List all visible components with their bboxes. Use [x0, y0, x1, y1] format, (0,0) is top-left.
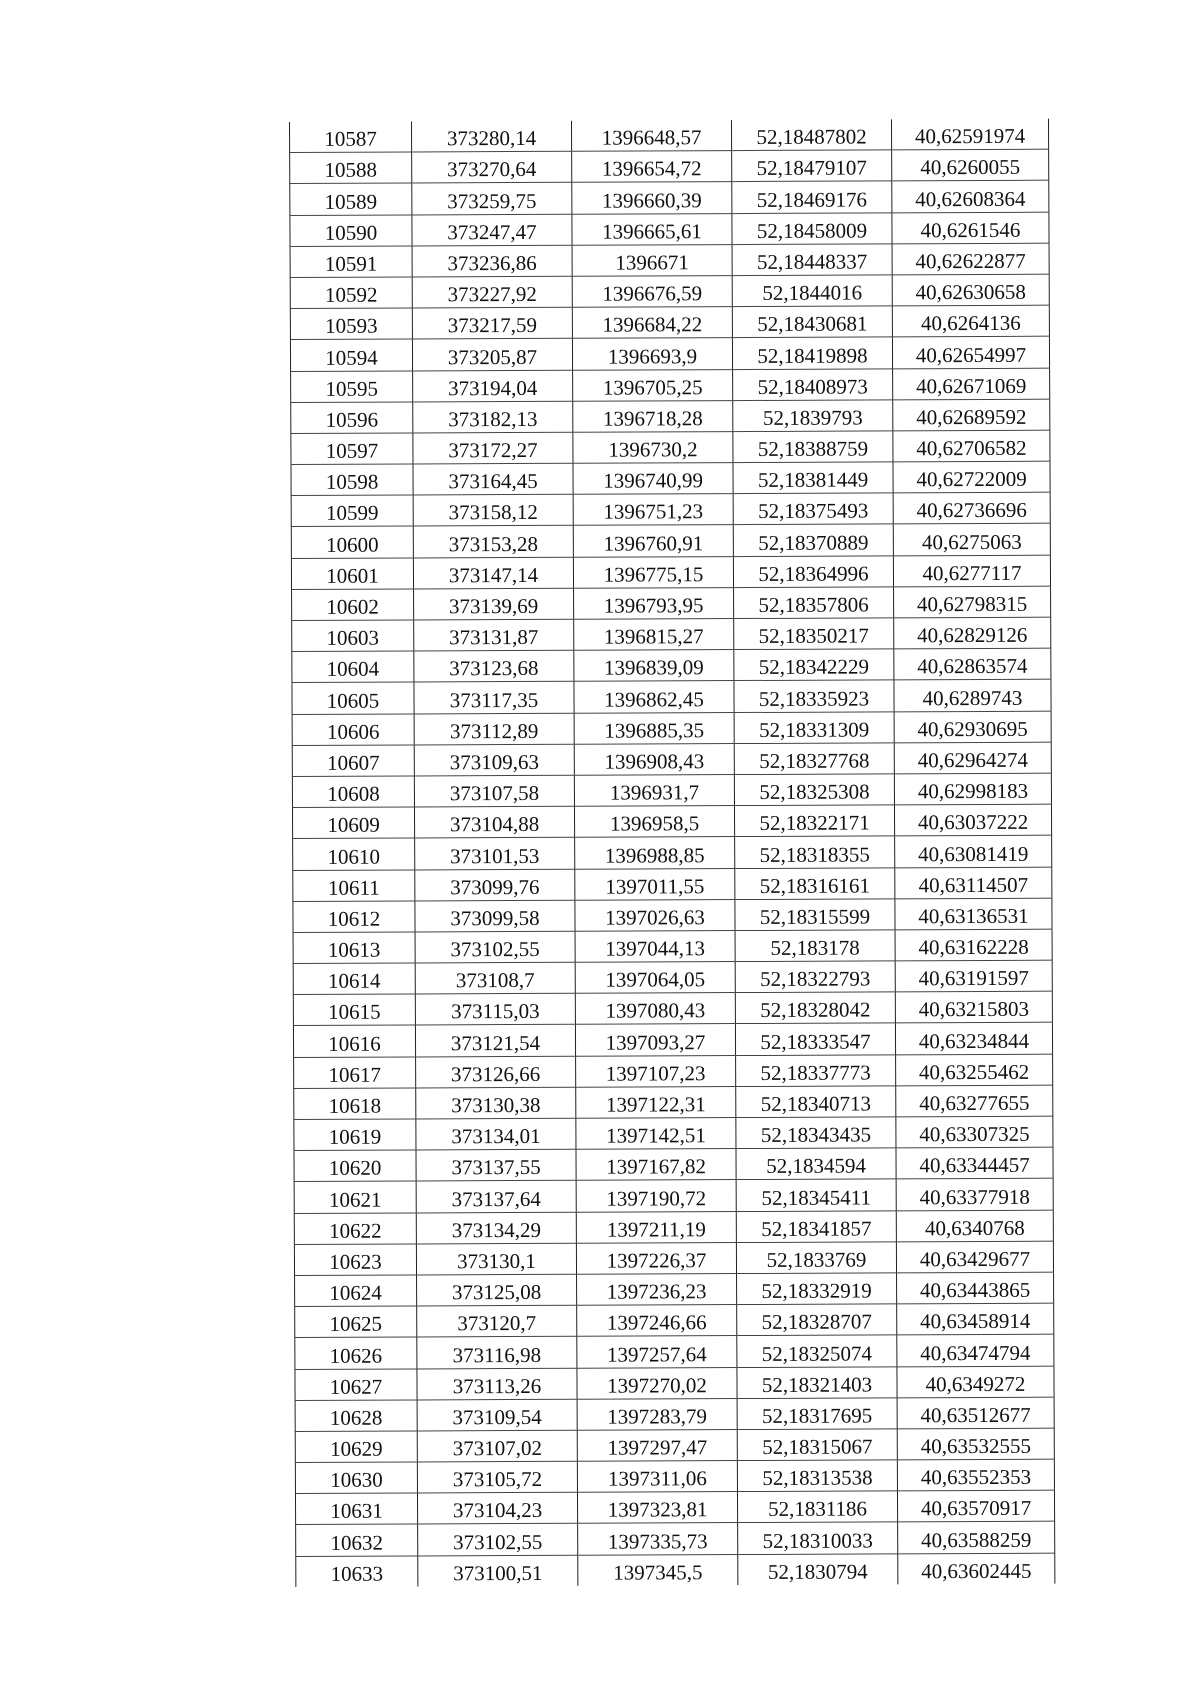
point-number-cell: 10617 [294, 1057, 416, 1089]
x-coordinate-cell: 373130,38 [416, 1087, 576, 1119]
table-row [290, 243, 1049, 277]
table-row [290, 305, 1049, 339]
point-number-cell: 10615 [293, 994, 415, 1026]
longitude-cell: 40,63136531 [895, 898, 1052, 930]
longitude-cell: 40,62630658 [892, 274, 1049, 306]
coordinates-table-body [290, 119, 1055, 1587]
table-row [295, 1397, 1054, 1431]
latitude-cell: 52,18325074 [737, 1335, 897, 1367]
y-coordinate-cell: 1396693,9 [572, 338, 732, 370]
table-row [293, 960, 1052, 994]
y-coordinate-cell: 1397211,19 [576, 1211, 736, 1243]
table-row [292, 586, 1051, 620]
longitude-cell: 40,6349272 [897, 1366, 1054, 1398]
latitude-cell: 52,18328707 [737, 1304, 897, 1336]
table-row [290, 181, 1049, 215]
x-coordinate-cell: 373137,55 [416, 1149, 576, 1181]
latitude-cell: 52,18315599 [735, 899, 895, 931]
x-coordinate-cell: 373104,23 [417, 1493, 577, 1525]
point-number-cell: 10597 [291, 433, 413, 465]
latitude-cell: 52,18332919 [737, 1273, 897, 1305]
table-row [292, 742, 1051, 776]
latitude-cell: 52,1844016 [732, 275, 892, 307]
x-coordinate-cell: 373139,69 [414, 588, 574, 620]
x-coordinate-cell: 373121,54 [415, 1025, 575, 1057]
point-number-cell: 10606 [292, 714, 414, 746]
point-number-cell: 10620 [294, 1150, 416, 1182]
latitude-cell: 52,18345411 [736, 1179, 896, 1211]
y-coordinate-cell: 1396931,7 [574, 775, 734, 807]
x-coordinate-cell: 373108,7 [415, 962, 575, 994]
point-number-cell: 10590 [290, 215, 412, 247]
x-coordinate-cell: 373270,64 [412, 151, 572, 183]
longitude-cell: 40,62930695 [894, 711, 1051, 743]
y-coordinate-cell: 1397270,02 [577, 1367, 737, 1399]
point-number-cell: 10612 [293, 901, 415, 933]
point-number-cell: 10594 [290, 339, 412, 371]
y-coordinate-cell: 1397335,73 [578, 1523, 738, 1555]
table-row [293, 929, 1052, 963]
y-coordinate-cell: 1396908,43 [574, 743, 734, 775]
latitude-cell: 52,18448337 [732, 244, 892, 276]
longitude-cell: 40,63162228 [895, 929, 1052, 961]
table-row [295, 1459, 1054, 1493]
y-coordinate-cell: 1396815,27 [574, 619, 734, 651]
longitude-cell: 40,63429677 [896, 1241, 1053, 1273]
table-row [294, 1116, 1053, 1150]
table-row [292, 804, 1051, 838]
latitude-cell: 52,18337773 [736, 1054, 896, 1086]
latitude-cell: 52,18327768 [734, 743, 894, 775]
y-coordinate-cell: 1396775,15 [573, 556, 733, 588]
latitude-cell: 52,1833769 [736, 1242, 896, 1274]
point-number-cell: 10631 [295, 1493, 417, 1525]
table-row [292, 773, 1051, 807]
longitude-cell: 40,63255462 [896, 1054, 1053, 1086]
x-coordinate-cell: 373126,66 [416, 1056, 576, 1088]
table-row [295, 1334, 1054, 1368]
x-coordinate-cell: 373109,63 [414, 744, 574, 776]
longitude-cell: 40,63344457 [896, 1147, 1053, 1179]
y-coordinate-cell: 1397122,31 [576, 1086, 736, 1118]
longitude-cell: 40,63307325 [896, 1116, 1053, 1148]
x-coordinate-cell: 373105,72 [417, 1461, 577, 1493]
y-coordinate-cell: 1396793,95 [574, 587, 734, 619]
x-coordinate-cell: 373125,08 [417, 1274, 577, 1306]
latitude-cell: 52,18430681 [732, 306, 892, 338]
latitude-cell: 52,18381449 [733, 462, 893, 494]
longitude-cell: 40,63570917 [897, 1490, 1054, 1522]
point-number-cell: 10601 [291, 558, 413, 590]
x-coordinate-cell: 373147,14 [413, 557, 573, 589]
latitude-cell: 52,18343435 [736, 1117, 896, 1149]
point-number-cell: 10587 [290, 121, 412, 152]
longitude-cell: 40,62608364 [892, 181, 1049, 213]
point-number-cell: 10611 [293, 869, 415, 901]
longitude-cell: 40,62591974 [891, 119, 1048, 150]
y-coordinate-cell: 1397246,66 [577, 1305, 737, 1337]
table-row [295, 1428, 1054, 1462]
longitude-cell: 40,62964274 [894, 742, 1051, 774]
latitude-cell: 52,18328042 [735, 992, 895, 1024]
table-row [292, 711, 1051, 745]
x-coordinate-cell: 373217,59 [412, 307, 572, 339]
table-row [291, 524, 1050, 558]
latitude-cell: 52,18370889 [733, 524, 893, 556]
table-row [294, 1054, 1053, 1088]
longitude-cell: 40,63532555 [897, 1428, 1054, 1460]
longitude-cell: 40,63512677 [897, 1397, 1054, 1429]
point-number-cell: 10599 [291, 495, 413, 527]
latitude-cell: 52,18335923 [734, 680, 894, 712]
x-coordinate-cell: 373227,92 [412, 276, 572, 308]
longitude-cell: 40,63443865 [897, 1272, 1054, 1304]
point-number-cell: 10592 [290, 277, 412, 309]
x-coordinate-cell: 373172,27 [413, 432, 573, 464]
point-number-cell: 10623 [294, 1244, 416, 1276]
table-row [291, 492, 1050, 526]
table-row [293, 835, 1052, 869]
x-coordinate-cell: 373131,87 [414, 619, 574, 651]
point-number-cell: 10618 [294, 1088, 416, 1120]
y-coordinate-cell: 1396760,91 [573, 525, 733, 557]
y-coordinate-cell: 1396654,72 [572, 151, 732, 183]
table-row [290, 274, 1049, 308]
table-row [293, 991, 1052, 1025]
y-coordinate-cell: 1396718,28 [573, 400, 733, 432]
latitude-cell: 52,18316161 [735, 867, 895, 899]
point-number-cell: 10624 [295, 1275, 417, 1307]
table-row [290, 212, 1049, 246]
latitude-cell: 52,18350217 [734, 618, 894, 650]
longitude-cell: 40,63081419 [895, 835, 1052, 867]
table-row [291, 555, 1050, 589]
coordinates-table [289, 119, 1055, 1587]
point-number-cell: 10629 [295, 1431, 417, 1463]
latitude-cell: 52,18340713 [736, 1086, 896, 1118]
table-row [291, 430, 1050, 464]
x-coordinate-cell: 373158,12 [413, 495, 573, 527]
table-row [295, 1490, 1054, 1524]
point-number-cell: 10595 [291, 370, 413, 402]
latitude-cell: 52,1831186 [737, 1491, 897, 1523]
y-coordinate-cell: 1397323,81 [577, 1492, 737, 1524]
x-coordinate-cell: 373280,14 [411, 121, 571, 152]
table-row [295, 1366, 1054, 1400]
latitude-cell: 52,18375493 [733, 493, 893, 525]
x-coordinate-cell: 373102,55 [418, 1524, 578, 1556]
longitude-cell: 40,6289743 [894, 680, 1051, 712]
table-row [294, 1210, 1053, 1244]
latitude-cell: 52,18408973 [733, 368, 893, 400]
point-number-cell: 10591 [290, 246, 412, 278]
y-coordinate-cell: 1396684,22 [572, 307, 732, 339]
latitude-cell: 52,1834594 [736, 1148, 896, 1180]
longitude-cell: 40,62622877 [892, 243, 1049, 275]
y-coordinate-cell: 1397167,82 [576, 1149, 736, 1181]
x-coordinate-cell: 373164,45 [413, 463, 573, 495]
y-coordinate-cell: 1397064,05 [575, 962, 735, 994]
point-number-cell: 10589 [290, 183, 412, 215]
latitude-cell: 52,183178 [735, 930, 895, 962]
point-number-cell: 10598 [291, 464, 413, 496]
y-coordinate-cell: 1396839,09 [574, 650, 734, 682]
longitude-cell: 40,63377918 [896, 1179, 1053, 1211]
longitude-cell: 40,63588259 [898, 1522, 1055, 1554]
latitude-cell: 52,1839793 [733, 400, 893, 432]
longitude-cell: 40,6275063 [893, 524, 1050, 556]
y-coordinate-cell: 1396648,57 [571, 120, 731, 151]
x-coordinate-cell: 373236,86 [412, 245, 572, 277]
point-number-cell: 10596 [291, 402, 413, 434]
longitude-cell: 40,62998183 [894, 773, 1051, 805]
y-coordinate-cell: 1397226,37 [576, 1242, 736, 1274]
point-number-cell: 10628 [295, 1400, 417, 1432]
latitude-cell: 52,18333547 [735, 1023, 895, 1055]
longitude-cell: 40,6277117 [893, 555, 1050, 587]
point-number-cell: 10613 [293, 932, 415, 964]
point-number-cell: 10604 [292, 651, 414, 683]
table-row [293, 867, 1052, 901]
table-row [296, 1522, 1055, 1556]
x-coordinate-cell: 373130,1 [416, 1243, 576, 1275]
point-number-cell: 10608 [292, 776, 414, 808]
x-coordinate-cell: 373107,02 [417, 1430, 577, 1462]
x-coordinate-cell: 373117,35 [414, 682, 574, 714]
point-number-cell: 10622 [294, 1213, 416, 1245]
x-coordinate-cell: 373259,75 [412, 183, 572, 215]
longitude-cell: 40,62654997 [892, 336, 1049, 368]
x-coordinate-cell: 373116,98 [417, 1337, 577, 1369]
longitude-cell: 40,62706582 [893, 430, 1050, 462]
latitude-cell: 52,18364996 [733, 555, 893, 587]
point-number-cell: 10593 [290, 308, 412, 340]
point-number-cell: 10626 [295, 1337, 417, 1369]
y-coordinate-cell: 1396958,5 [574, 806, 734, 838]
y-coordinate-cell: 1397011,55 [575, 868, 735, 900]
x-coordinate-cell: 373134,29 [416, 1212, 576, 1244]
x-coordinate-cell: 373134,01 [416, 1118, 576, 1150]
y-coordinate-cell: 1397257,64 [577, 1336, 737, 1368]
x-coordinate-cell: 373102,55 [415, 931, 575, 963]
latitude-cell: 52,18313538 [737, 1460, 897, 1492]
y-coordinate-cell: 1396885,35 [574, 712, 734, 744]
point-number-cell: 10627 [295, 1368, 417, 1400]
table-row [296, 1553, 1055, 1587]
table-row [290, 149, 1049, 183]
y-coordinate-cell: 1397345,5 [578, 1554, 738, 1585]
longitude-cell: 40,63552353 [897, 1459, 1054, 1491]
latitude-cell: 52,1830794 [738, 1553, 898, 1584]
longitude-cell: 40,63277655 [896, 1085, 1053, 1117]
x-coordinate-cell: 373099,58 [415, 900, 575, 932]
point-number-cell: 10588 [290, 152, 412, 184]
x-coordinate-cell: 373100,51 [418, 1555, 578, 1586]
longitude-cell: 40,62689592 [893, 399, 1050, 431]
longitude-cell: 40,62671069 [893, 368, 1050, 400]
x-coordinate-cell: 373153,28 [413, 526, 573, 558]
longitude-cell: 40,63191597 [895, 960, 1052, 992]
latitude-cell: 52,18317695 [737, 1398, 897, 1430]
point-number-cell: 10607 [292, 745, 414, 777]
table-row [292, 680, 1051, 714]
table-row [291, 461, 1050, 495]
y-coordinate-cell: 1397142,51 [576, 1118, 736, 1150]
latitude-cell: 52,18479107 [732, 150, 892, 182]
table-row [294, 1147, 1053, 1181]
latitude-cell: 52,18331309 [734, 711, 894, 743]
y-coordinate-cell: 1397311,06 [577, 1461, 737, 1493]
x-coordinate-cell: 373112,89 [414, 713, 574, 745]
y-coordinate-cell: 1396751,23 [573, 494, 733, 526]
table-row [293, 898, 1052, 932]
point-number-cell: 10602 [292, 589, 414, 621]
table-row [292, 648, 1051, 682]
point-number-cell: 10632 [296, 1524, 418, 1556]
latitude-cell: 52,18357806 [734, 587, 894, 619]
latitude-cell: 52,18342229 [734, 649, 894, 681]
longitude-cell: 40,62736696 [893, 492, 1050, 524]
point-number-cell: 10616 [293, 1025, 415, 1057]
point-number-cell: 10619 [294, 1119, 416, 1151]
table-row [295, 1303, 1054, 1337]
longitude-cell: 40,63037222 [894, 804, 1051, 836]
latitude-cell: 52,18325308 [734, 774, 894, 806]
longitude-cell: 40,6260055 [892, 149, 1049, 181]
latitude-cell: 52,18322171 [734, 805, 894, 837]
x-coordinate-cell: 373120,7 [417, 1305, 577, 1337]
y-coordinate-cell: 1396730,2 [573, 431, 733, 463]
table-row [292, 617, 1051, 651]
point-number-cell: 10614 [293, 963, 415, 995]
y-coordinate-cell: 1396660,39 [572, 182, 732, 214]
longitude-cell: 40,63114507 [895, 867, 1052, 899]
latitude-cell: 52,18315067 [737, 1429, 897, 1461]
x-coordinate-cell: 373194,04 [413, 370, 573, 402]
x-coordinate-cell: 373101,53 [415, 838, 575, 870]
x-coordinate-cell: 373109,54 [417, 1399, 577, 1431]
y-coordinate-cell: 1397093,27 [575, 1024, 735, 1056]
point-number-cell: 10630 [295, 1462, 417, 1494]
longitude-cell: 40,63458914 [897, 1303, 1054, 1335]
table-row [295, 1272, 1054, 1306]
table-row [291, 368, 1050, 402]
latitude-cell: 52,18388759 [733, 431, 893, 463]
longitude-cell: 40,62863574 [894, 648, 1051, 680]
latitude-cell: 52,18487802 [731, 119, 891, 150]
longitude-cell: 40,6340768 [896, 1210, 1053, 1242]
y-coordinate-cell: 1396671 [572, 244, 732, 276]
latitude-cell: 52,18341857 [736, 1210, 896, 1242]
longitude-cell: 40,62829126 [894, 617, 1051, 649]
x-coordinate-cell: 373107,58 [414, 775, 574, 807]
latitude-cell: 52,18322793 [735, 961, 895, 993]
y-coordinate-cell: 1397236,23 [577, 1273, 737, 1305]
y-coordinate-cell: 1396676,59 [572, 276, 732, 308]
x-coordinate-cell: 373205,87 [412, 339, 572, 371]
point-number-cell: 10633 [296, 1556, 418, 1587]
longitude-cell: 40,6264136 [892, 305, 1049, 337]
longitude-cell: 40,63234844 [895, 1023, 1052, 1055]
table-row [294, 1179, 1053, 1213]
y-coordinate-cell: 1397044,13 [575, 930, 735, 962]
x-coordinate-cell: 373113,26 [417, 1368, 577, 1400]
y-coordinate-cell: 1396740,99 [573, 463, 733, 495]
y-coordinate-cell: 1396665,61 [572, 213, 732, 245]
latitude-cell: 52,18321403 [737, 1366, 897, 1398]
y-coordinate-cell: 1396988,85 [575, 837, 735, 869]
latitude-cell: 52,18469176 [732, 181, 892, 213]
y-coordinate-cell: 1397026,63 [575, 899, 735, 931]
x-coordinate-cell: 373104,88 [414, 806, 574, 838]
longitude-cell: 40,6261546 [892, 212, 1049, 244]
longitude-cell: 40,63474794 [897, 1334, 1054, 1366]
point-number-cell: 10621 [294, 1181, 416, 1213]
table-row [294, 1085, 1053, 1119]
longitude-cell: 40,63602445 [898, 1553, 1055, 1584]
latitude-cell: 52,18310033 [738, 1522, 898, 1554]
point-number-cell: 10605 [292, 682, 414, 714]
y-coordinate-cell: 1397080,43 [575, 993, 735, 1025]
y-coordinate-cell: 1397107,23 [576, 1055, 736, 1087]
x-coordinate-cell: 373123,68 [414, 650, 574, 682]
longitude-cell: 40,62722009 [893, 461, 1050, 493]
point-number-cell: 10609 [292, 807, 414, 839]
point-number-cell: 10603 [292, 620, 414, 652]
latitude-cell: 52,18318355 [735, 836, 895, 868]
x-coordinate-cell: 373137,64 [416, 1181, 576, 1213]
x-coordinate-cell: 373115,03 [415, 994, 575, 1026]
latitude-cell: 52,18419898 [732, 337, 892, 369]
point-number-cell: 10625 [295, 1306, 417, 1338]
table-row [293, 1023, 1052, 1057]
point-number-cell: 10610 [293, 838, 415, 870]
x-coordinate-cell: 373247,47 [412, 214, 572, 246]
point-number-cell: 10600 [291, 526, 413, 558]
latitude-cell: 52,18458009 [732, 212, 892, 244]
longitude-cell: 40,62798315 [894, 586, 1051, 618]
table-row [294, 1241, 1053, 1275]
y-coordinate-cell: 1397283,79 [577, 1398, 737, 1430]
table-row [291, 399, 1050, 433]
y-coordinate-cell: 1396705,25 [573, 369, 733, 401]
table-row [290, 336, 1049, 370]
y-coordinate-cell: 1396862,45 [574, 681, 734, 713]
longitude-cell: 40,63215803 [895, 991, 1052, 1023]
y-coordinate-cell: 1397190,72 [576, 1180, 736, 1212]
table-row [290, 119, 1049, 153]
y-coordinate-cell: 1397297,47 [577, 1429, 737, 1461]
x-coordinate-cell: 373099,76 [415, 869, 575, 901]
x-coordinate-cell: 373182,13 [413, 401, 573, 433]
